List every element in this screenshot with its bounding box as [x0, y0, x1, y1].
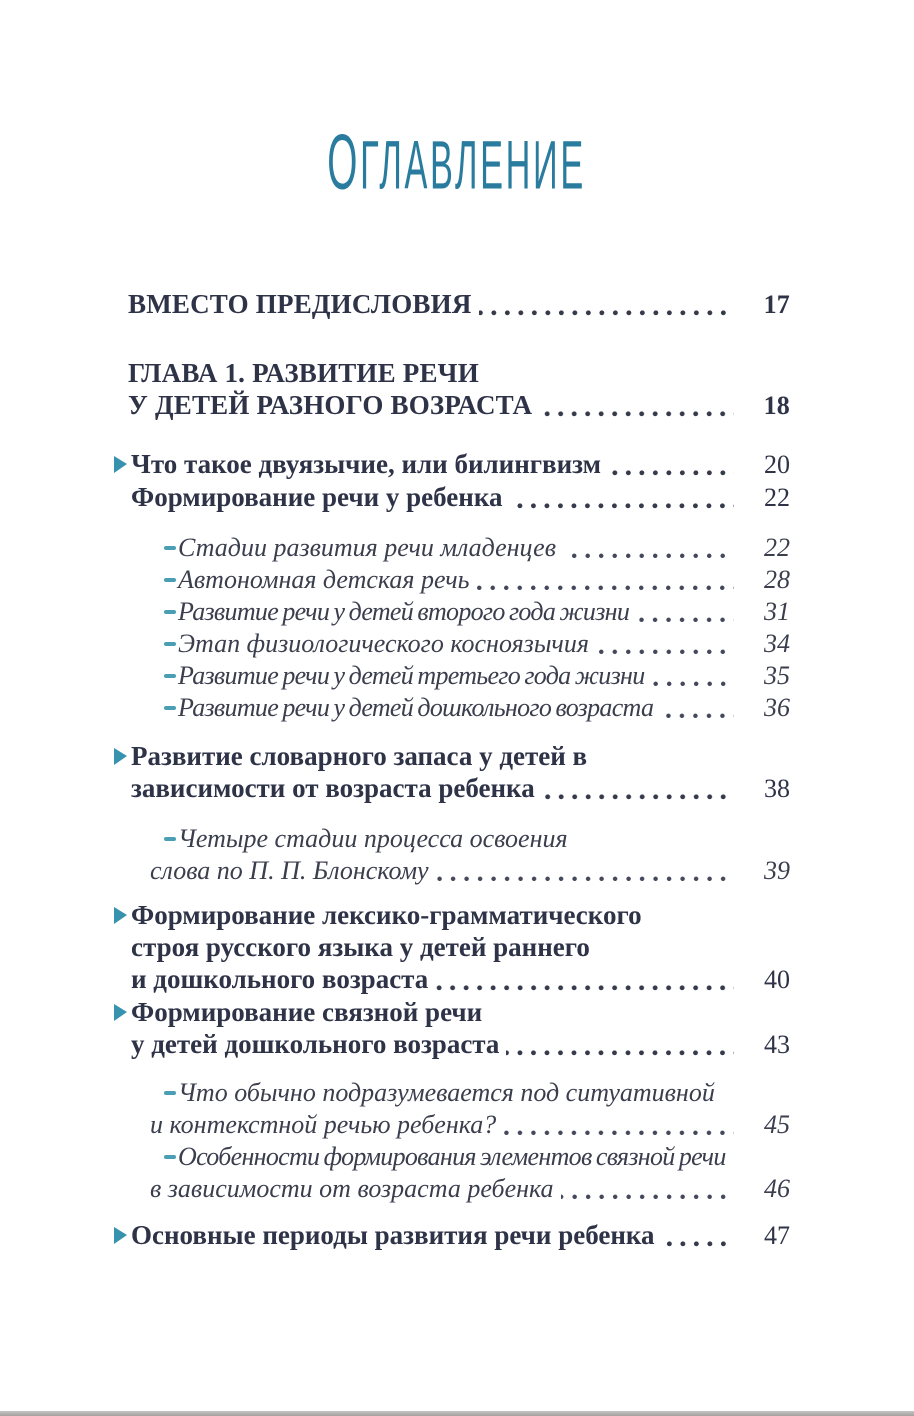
page-number: 45 — [764, 1110, 790, 1139]
toc-line — [128, 996, 790, 1028]
dash-bullet-icon — [164, 674, 176, 678]
entry-title: у детей дошкольного возраста — [131, 1029, 500, 1059]
dash-bullet-icon — [164, 578, 176, 582]
toc-entry[interactable] — [128, 1141, 790, 1205]
entry-title: Особенности формирования элементов связной речи — [178, 1142, 726, 1171]
entry-title: Формирование речи у ребенка — [131, 482, 503, 512]
toc-line — [128, 288, 790, 321]
arrow-bullet-icon — [114, 1227, 127, 1244]
arrow-bullet-icon — [114, 907, 127, 924]
entry-title: Развитие речи у детей дошкольного возраста — [178, 693, 654, 722]
entry-title: слова по П. П. Блонскому — [150, 856, 429, 885]
toc-entry[interactable] — [128, 357, 790, 422]
page-number: 40 — [764, 965, 790, 994]
toc-line — [128, 772, 790, 805]
arrow-bullet-icon — [114, 748, 127, 765]
toc-line — [128, 899, 790, 931]
entry-title: ВМЕСТО ПРЕДИСЛОВИЯ — [128, 289, 472, 319]
dash-bullet-icon — [164, 706, 176, 710]
page-number: 22 — [764, 483, 790, 512]
toc-line — [128, 389, 790, 422]
page-title — [0, 118, 914, 204]
toc-line — [128, 1028, 790, 1061]
toc-line — [128, 855, 790, 887]
page-number: 36 — [764, 693, 790, 722]
dash-bullet-icon — [164, 1091, 176, 1095]
toc-line — [128, 963, 790, 996]
toc-entry[interactable] — [128, 481, 790, 514]
toc-entry[interactable] — [128, 660, 790, 692]
dot-leader — [636, 617, 734, 623]
page-number: 31 — [764, 597, 790, 626]
table-of-contents — [128, 288, 790, 1252]
toc-line — [128, 532, 790, 564]
page-number: 46 — [764, 1174, 790, 1203]
entry-title: Этап физиологического косноязычия — [178, 629, 589, 658]
toc-line — [128, 596, 790, 628]
dot-leader — [539, 411, 734, 417]
entry-title: Что такое двуязычие, или билингвизм — [131, 449, 602, 479]
page-number: 34 — [764, 629, 790, 658]
dot-leader — [506, 1050, 734, 1056]
page-number: 22 — [764, 533, 790, 562]
dot-leader — [479, 310, 734, 316]
toc-entry[interactable] — [128, 1219, 790, 1252]
dot-leader — [608, 470, 734, 476]
dash-bullet-icon — [164, 642, 176, 646]
entry-title: и контекстной речью ребенка? — [150, 1110, 497, 1139]
page-number: 18 — [763, 391, 790, 420]
page-number: 38 — [764, 774, 790, 803]
page-number: 43 — [764, 1030, 790, 1059]
entry-title: зависимости от возраста ребенка — [131, 773, 535, 803]
toc-line — [128, 1109, 790, 1141]
toc-line — [128, 564, 790, 596]
arrow-bullet-icon — [114, 1004, 127, 1021]
dot-leader — [542, 794, 734, 800]
page-number: 47 — [764, 1221, 790, 1250]
toc-entry[interactable] — [128, 532, 790, 564]
entry-title: У ДЕТЕЙ РАЗНОГО ВОЗРАСТА — [128, 390, 533, 420]
entry-title: Основные периоды развития речи ребенка — [131, 1220, 655, 1250]
entry-title: Развитие речи у детей второго года жизни — [178, 597, 630, 626]
dash-bullet-icon — [164, 837, 176, 841]
toc-line — [128, 628, 790, 660]
entry-title: Стадии развития речи младенцев — [178, 533, 556, 562]
dot-leader — [596, 649, 734, 655]
toc-line — [128, 692, 790, 724]
entry-title: Автономная детская речь — [178, 565, 470, 594]
dot-leader — [662, 1241, 734, 1247]
entry-title: Четыре стадии процесса освоения — [178, 824, 568, 853]
dot-leader — [476, 585, 734, 591]
toc-line — [128, 931, 790, 963]
page-number: 20 — [764, 450, 790, 479]
toc-entry[interactable] — [128, 564, 790, 596]
page-number: 28 — [764, 565, 790, 594]
toc-entry[interactable] — [128, 823, 790, 887]
toc-entry[interactable] — [128, 996, 790, 1061]
entry-title: Что обычно подразумевается под ситуативной — [178, 1078, 715, 1107]
dot-leader — [436, 876, 734, 882]
toc-entry[interactable] — [128, 628, 790, 660]
toc-line — [128, 1173, 790, 1205]
page-number: 35 — [764, 661, 790, 690]
toc-entry[interactable] — [128, 448, 790, 481]
toc-line — [128, 357, 790, 389]
toc-line — [128, 660, 790, 692]
entry-title: Формирование связной речи — [131, 997, 483, 1027]
page-number: 17 — [763, 290, 790, 319]
page-title-text: ОГЛАВЛЕНИЕ — [327, 118, 587, 206]
entry-title: Развитие речи у детей третьего года жизни — [178, 661, 645, 690]
dot-leader — [509, 503, 734, 509]
entry-title: в зависимости от возраста ребенка — [150, 1174, 554, 1203]
dot-leader — [652, 681, 734, 687]
toc-line — [128, 823, 790, 855]
page-number: 39 — [764, 856, 790, 885]
dot-leader — [503, 1130, 734, 1136]
entry-title: и дошкольного возраста — [131, 964, 429, 994]
dash-bullet-icon — [164, 610, 176, 614]
toc-line — [128, 1077, 790, 1109]
dot-leader — [563, 553, 734, 559]
entry-title: Развитие словарного запаса у детей в — [131, 741, 588, 771]
toc-line — [128, 740, 790, 772]
toc-line — [128, 1219, 790, 1252]
dot-leader — [435, 985, 734, 991]
entry-title: ГЛАВА 1. РАЗВИТИЕ РЕЧИ — [128, 358, 479, 388]
arrow-bullet-icon — [114, 456, 127, 473]
dot-leader — [561, 1194, 734, 1200]
toc-entry[interactable] — [128, 899, 790, 996]
toc-line — [128, 481, 790, 514]
toc-line — [128, 448, 790, 481]
dot-leader — [660, 713, 734, 719]
toc-entry[interactable] — [128, 596, 790, 628]
toc-entry[interactable] — [128, 288, 790, 321]
dash-bullet-icon — [164, 546, 176, 550]
toc-entry[interactable] — [128, 692, 790, 724]
entry-title: строя русского языка у детей раннего — [131, 932, 590, 962]
toc-line — [128, 1141, 790, 1173]
dash-bullet-icon — [164, 1155, 176, 1159]
toc-entry[interactable] — [128, 1077, 790, 1141]
page-bottom-divider — [0, 1411, 914, 1416]
entry-title: Формирование лексико-грамматического — [131, 900, 642, 930]
toc-entry[interactable] — [128, 740, 790, 805]
